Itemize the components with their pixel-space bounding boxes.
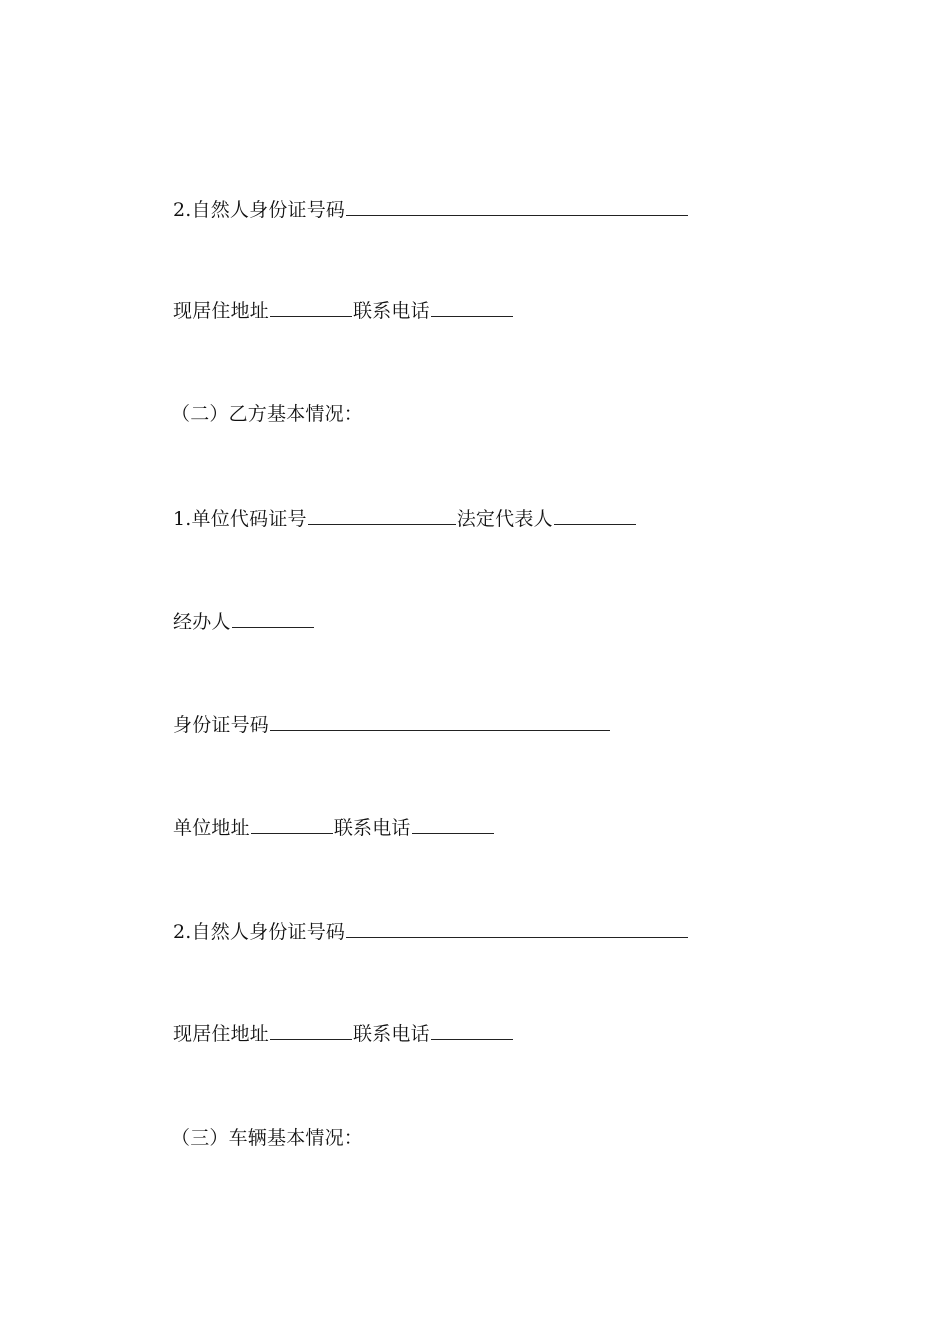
- label-natural-person-id: 2.自然人身份证号码: [173, 199, 346, 221]
- party-b-id-line: [173, 710, 611, 738]
- blank-current-address: [270, 296, 352, 317]
- blank-handler: [232, 607, 314, 628]
- party-b-current-address-line: [173, 1019, 514, 1047]
- blank-org-code: [308, 504, 456, 525]
- blank-current-address-b: [270, 1019, 352, 1040]
- label-org-address: 单位地址: [173, 817, 250, 839]
- label-contact-phone-b: 联系电话: [333, 817, 411, 839]
- blank-natural-person-id-b: [346, 917, 688, 938]
- label-contact-phone-b2: 联系电话: [353, 1023, 430, 1045]
- blank-contact-phone: [431, 296, 513, 317]
- blank-legal-representative: [554, 504, 636, 525]
- party-b-natural-person-id-line: [173, 917, 689, 945]
- party-a-natural-person-id-line: [173, 195, 689, 223]
- label-current-address-b: 现居住地址: [173, 1023, 270, 1045]
- party-b-heading: [171, 400, 363, 428]
- label-handler: 经办人: [173, 611, 231, 633]
- party-b-handler-line: [173, 607, 315, 635]
- section-heading-vehicle: （三）车辆基本情况：: [171, 1127, 364, 1149]
- blank-contact-phone-b2: [431, 1019, 513, 1040]
- vehicle-heading: [171, 1124, 363, 1152]
- blank-id-number: [270, 710, 610, 731]
- party-b-org-code-line: [173, 504, 637, 532]
- blank-natural-person-id: [346, 195, 688, 216]
- label-current-address: 现居住地址: [173, 300, 270, 322]
- label-contact-phone: 联系电话: [353, 300, 430, 322]
- party-b-address-phone-line: [173, 813, 495, 841]
- label-org-code: 1.单位代码证号: [173, 508, 307, 530]
- label-legal-representative: 法定代表人: [456, 508, 553, 530]
- label-id-number: 身份证号码: [173, 714, 270, 736]
- blank-org-address: [251, 813, 333, 834]
- label-natural-person-id-b: 2.自然人身份证号码: [173, 921, 346, 943]
- section-heading-party-b: （二）乙方基本情况：: [171, 403, 364, 425]
- party-a-address-phone-line: [173, 296, 514, 324]
- blank-contact-phone-b: [412, 813, 494, 834]
